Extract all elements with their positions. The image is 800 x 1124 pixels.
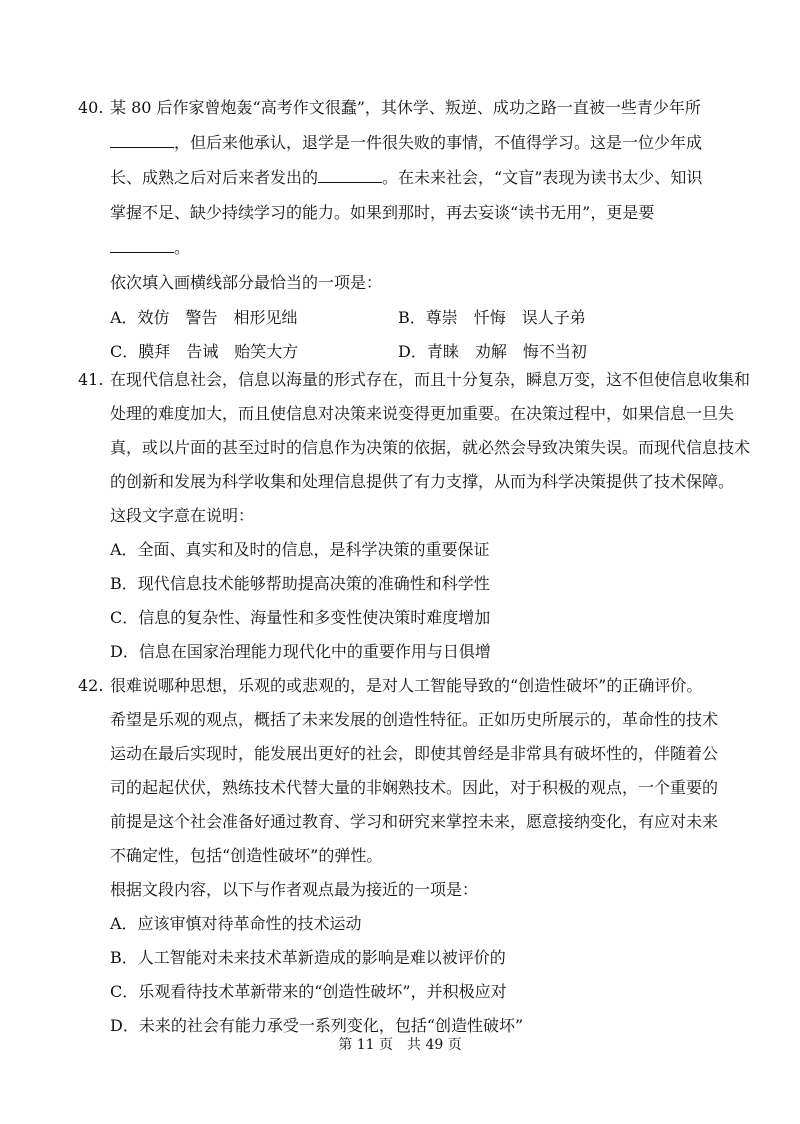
question-42-line-1: 很难说哪种思想，乐观的或悲观的，是对人工智能导致的“创造性破坏”的正确评价。: [110, 676, 703, 695]
question-42-option-c: C．乐观看待技术革新带来的“创造性破坏”，并积极应对: [110, 982, 507, 1001]
question-41-line-4: 的创新和发展为科学收集和处理信息提供了有力支撑，从而为科学决策提供了技术保障。: [110, 472, 735, 491]
question-40-prompt: 依次填入画横线部分最恰当的一项是：: [110, 273, 383, 292]
question-40-line-3-text-b: 。在未来社会，“文盲”表现为读书太少、知识: [382, 168, 703, 187]
question-42-option-b: B．人工智能对未来技术革新造成的影响是难以被评价的: [110, 948, 506, 967]
question-41-line-1: 在现代信息社会，信息以海量的形式存在，而且十分复杂，瞬息万变，这不但使信息收集和: [110, 370, 751, 389]
question-42-line-5: 前提是这个社会准备好通过教育、学习和研究来掌控未来，愿意接纳变化，有应对未来: [110, 812, 719, 831]
question-40-line-5: [110, 238, 190, 258]
answer-blank-2: [318, 168, 382, 183]
question-40-line-2-text: ，但后来他承认，退学是一件很失败的事情，不值得学习。这是一位少年成: [174, 133, 703, 152]
question-40-line-4: 掌握不足、缺少持续学习的能力。如果到那时，再去妄谈“读书无用”，更是要: [110, 203, 655, 222]
question-41-option-c: C．信息的复杂性、海量性和多变性使决策时难度增加: [110, 608, 491, 627]
question-41-option-a: A．全面、真实和及时的信息，是科学决策的重要保证: [110, 540, 490, 559]
question-40-line-2: [110, 133, 702, 153]
question-42-number: 42.: [78, 676, 104, 695]
question-40-line-1: 某 80 后作家曾炮轰“高考作文很蠢”，其休学、叛逆、成功之路一直被一些青少年所: [110, 98, 701, 117]
question-42-line-3: 运动在最后实现时，能发展出更好的社会，即使其曾经是非常具有破坏性的，伴随着公: [110, 744, 719, 763]
page-number-footer: 第 11 页 共 49 页: [338, 1037, 462, 1053]
question-40-option-d: D．青睐 劝解 悔不当初: [398, 342, 587, 361]
question-41-prompt: 这段文字意在说明：: [110, 506, 255, 525]
question-40-line-3-text-a: 长、成熟之后对后来者发出的: [110, 168, 319, 187]
question-40-option-c: C．膜拜 告诫 贻笑大方: [110, 342, 299, 361]
question-41-number: 41.: [78, 370, 104, 389]
question-40-option-b: B．尊崇 忏悔 误人子弟: [398, 308, 586, 327]
question-41-line-3: 真，或以片面的甚至过时的信息作为决策的依据，就必然会导致决策失误。而现代信息技术: [110, 438, 751, 457]
question-40-line-3: [110, 168, 702, 188]
question-40-number: 40.: [78, 98, 104, 117]
question-42-option-a: A．应该审慎对待革命性的技术运动: [110, 914, 362, 933]
question-42-line-4: 司的起起伏伏，熟练技术代替大量的非娴熟技术。因此，对于积极的观点，一个重要的: [110, 778, 719, 797]
answer-blank-1: [110, 133, 174, 148]
question-41-option-d: D．信息在国家治理能力现代化中的重要作用与日俱增: [110, 642, 491, 661]
question-42-line-6: 不确定性，包括“创造性破坏”的弹性。: [110, 846, 383, 865]
question-40-line-5-text: 。: [174, 238, 191, 257]
question-42-option-d: D．未来的社会有能力承受一系列变化，包括“创造性破坏”: [110, 1016, 524, 1035]
question-41-option-b: B．现代信息技术能够帮助提高决策的准确性和科学性: [110, 574, 490, 593]
question-42-line-2: 希望是乐观的观点，概括了未来发展的创造性特征。正如历史所展示的，革命性的技术: [110, 710, 719, 729]
question-40-option-a: A．效仿 警告 相形见绌: [110, 308, 298, 327]
answer-blank-3: [110, 238, 174, 253]
question-41-line-2: 处理的难度加大，而且使信息对决策来说变得更加重要。在决策过程中，如果信息一旦失: [110, 404, 735, 423]
question-42-prompt: 根据文段内容，以下与作者观点最为接近的一项是：: [110, 880, 479, 899]
